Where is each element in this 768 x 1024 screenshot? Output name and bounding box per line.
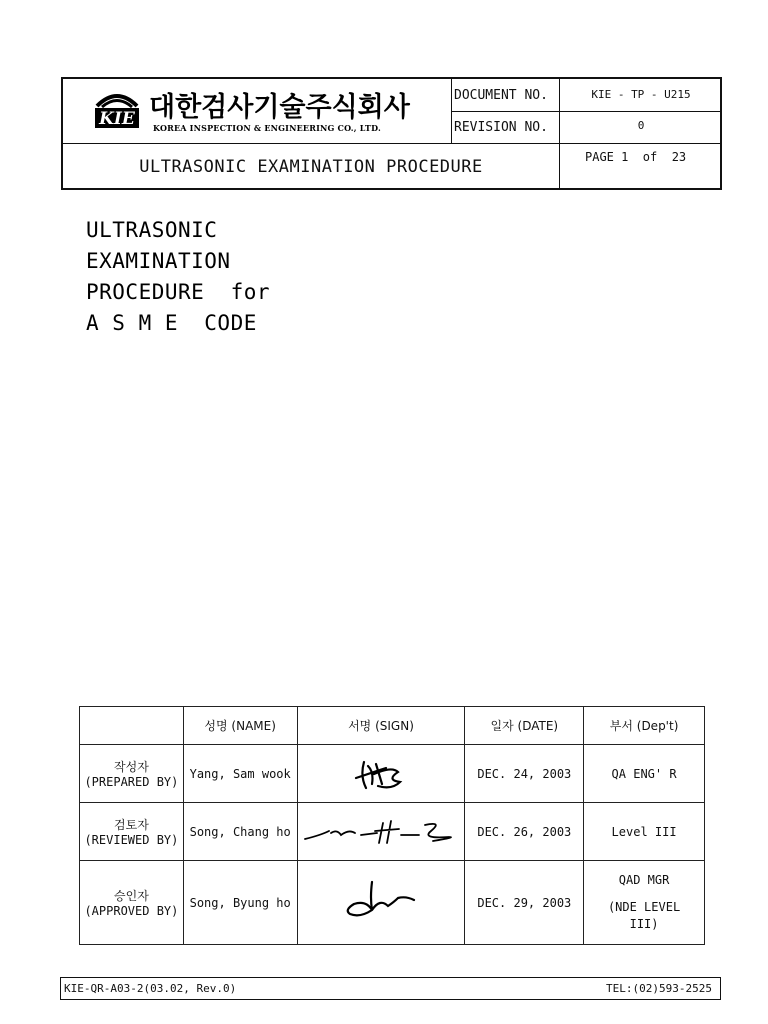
procedure-title: ULTRASONIC EXAMINATION PROCEDURE [139,156,483,177]
revision-no-value: 0 [637,119,645,132]
table-row [80,803,705,861]
signature-cell [297,803,465,861]
date-cell: DEC. 29, 2003 [465,861,584,945]
title-line: A S M E CODE [86,311,257,335]
signature-cell [297,745,465,803]
document-no-label: DOCUMENT NO. [454,88,548,103]
telephone: TEL:(02)593-2525 [606,982,712,995]
page-indicator: PAGE 1 of 23 [585,150,687,164]
signature-image [336,878,426,928]
company-name-korean: 대한검사기술주식회사 [149,92,410,123]
signature-image [346,754,416,794]
table-header-row [80,707,705,745]
title-line: PROCEDURE for [86,280,271,304]
kie-emblem-icon [93,88,141,132]
svg-text:KIE: KIE [99,109,135,129]
column-header-name: 성명 (NAME) [183,707,297,745]
title-line: EXAMINATION [86,249,231,273]
dept-cell: QA ENG' R [584,745,705,803]
column-header-date: 일자 (DATE) [465,707,584,745]
column-header-sign: 서명 (SIGN) [297,707,465,745]
role-korean: 검토자 [114,818,149,832]
signature-image [301,817,461,847]
date-cell: DEC. 26, 2003 [465,803,584,861]
document-no-value: KIE - TP - U215 [591,88,691,101]
dept-line: (NDE LEVEL III) [607,900,681,931]
company-logo [63,79,451,143]
document-header [61,77,722,190]
revision-no-label: REVISION NO. [454,120,548,135]
role-cell [80,861,184,945]
table-row [80,861,705,945]
role-korean: 작성자 [114,760,149,774]
document-main-title [86,215,270,339]
document-footer [60,977,721,1000]
name-cell: Yang, Sam wook [183,745,297,803]
approval-table [79,706,705,945]
name-cell: Song, Chang ho [183,803,297,861]
dept-line: QAD MGR [618,873,670,887]
role-english: (REVIEWED BY) [84,833,179,847]
table-row [80,745,705,803]
role-english: (PREPARED BY) [84,775,179,789]
name-cell: Song, Byung ho [183,861,297,945]
company-name-english: KOREA INSPECTION & ENGINEERING CO., LTD. [153,123,381,133]
column-header-dept: 부서 (Dep't) [584,707,705,745]
date-cell: DEC. 24, 2003 [465,745,584,803]
signature-cell [297,861,465,945]
column-header [80,707,184,745]
role-cell [80,803,184,861]
divider [451,111,722,112]
role-cell [80,745,184,803]
dept-cell: Level III [584,803,705,861]
title-line: ULTRASONIC [86,218,218,242]
role-korean: 승인자 [114,889,149,903]
form-number: KIE-QR-A03-2(03.02, Rev.0) [64,982,237,995]
role-english: (APPROVED BY) [84,904,179,918]
dept-cell [584,861,705,945]
